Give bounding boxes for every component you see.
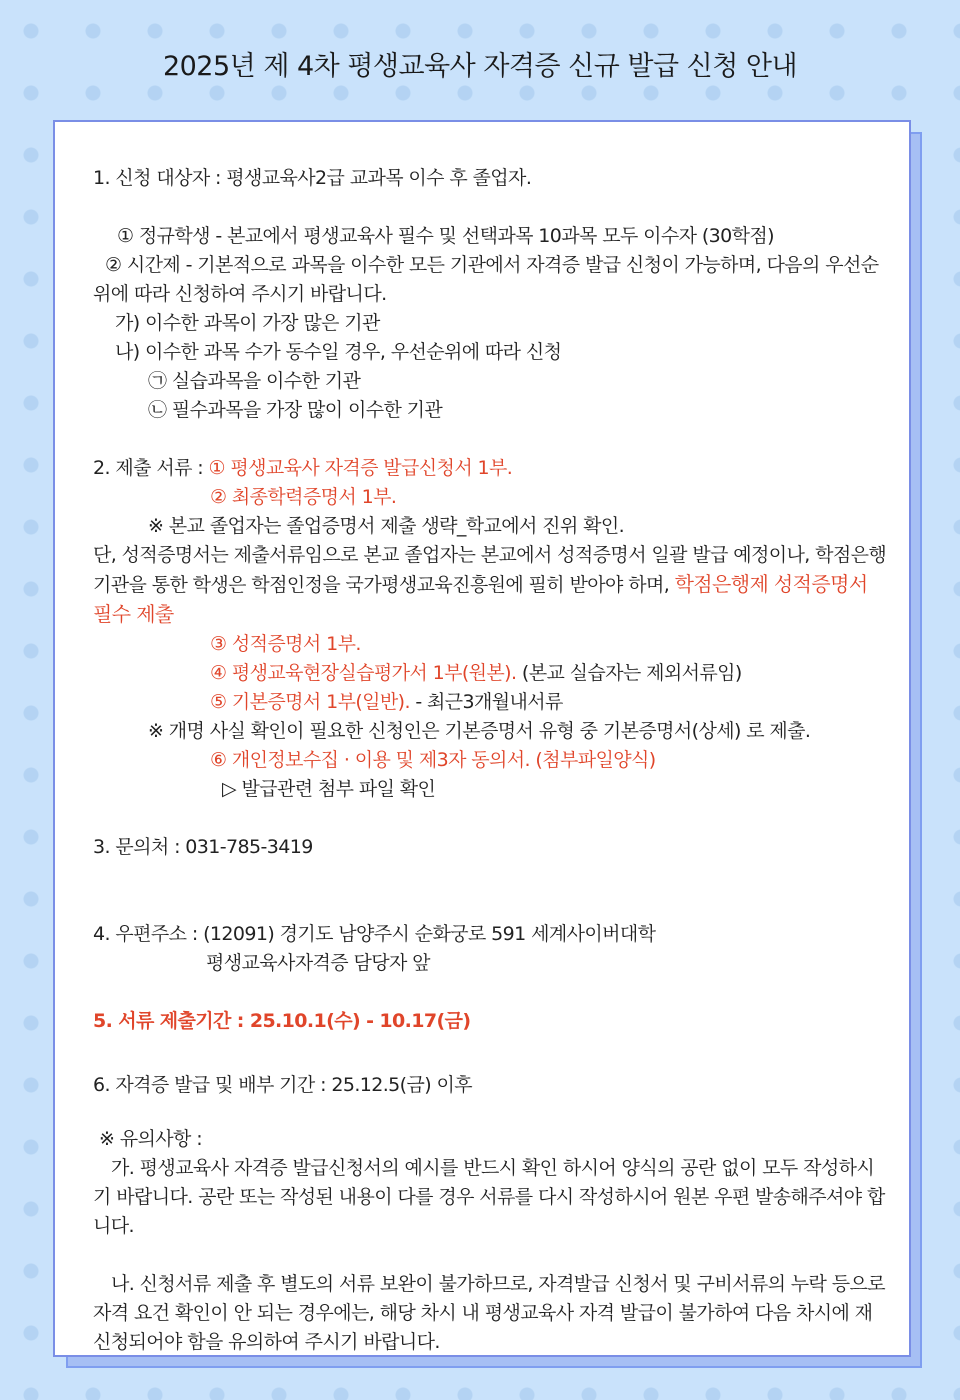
notes-heading: ※ 유의사항 : bbox=[99, 1128, 203, 1150]
section-1-priority-ga: 가) 이수한 과목이 가장 많은 기관 bbox=[115, 312, 380, 334]
section-2-doc-4: ④ 평생교육현장실습평가서 1부(원본). bbox=[210, 662, 517, 684]
section-2-transcript-required: 학점은행제 성적증명서 필수 제출 bbox=[93, 572, 868, 626]
section-2-doc-5-note: - 최근3개월내서류 bbox=[409, 691, 563, 713]
section-2-transcript-text: 단, 성적증명서는 제출서류임으로 본교 졸업자는 본교에서 성적증명서 일괄 발급 예정이나, 학점은행기관을 통한 학생은 학점인정을 국가평생교육진흥원에 필히 받아야 하며, bbox=[93, 544, 887, 596]
section-3-contact: 3. 문의처 : 031-785-3419 bbox=[93, 836, 313, 858]
section-2-note-rename: ※ 개명 사실 확인이 필요한 신청인은 기본증명서 유형 중 기본증명서(상세) 로 제출. bbox=[148, 720, 811, 742]
section-1-priority-na-2: ㉡ 필수과목을 가장 많이 이수한 기관 bbox=[148, 399, 443, 421]
section-2-doc-4-line bbox=[93, 659, 888, 688]
notes-item-ga: 가. 평생교육사 자격증 발급신청서의 예시를 반드시 확인 하시어 양식의 공란 없이 모두 작성하시기 바랍니다. 공란 또는 작성된 내용이 다를 경우 서류를 다시 작성하시어 원본 우편 발송해주셔야 합니다. bbox=[93, 1157, 885, 1237]
section-2-doc-5: ⑤ 기본증명서 1부(일반). bbox=[210, 691, 410, 713]
section-5-period: 5. 서류 제출기간 : 25.10.1(수) - 10.17(금) bbox=[93, 1010, 471, 1032]
section-2-transcript-paragraph bbox=[93, 541, 888, 630]
section-1-item-regular: ① 정규학생 - 본교에서 평생교육사 필수 및 선택과목 10과목 모두 이수자 (30학점) bbox=[117, 225, 774, 247]
section-2-doc-4-note: (본교 실습자는 제외서류임) bbox=[516, 662, 742, 684]
section-6-issue-period: 6. 자격증 발급 및 배부 기간 : 25.12.5(금) 이후 bbox=[93, 1074, 472, 1096]
notice-card bbox=[53, 120, 911, 1357]
section-2-heading: 2. 제출 서류 : bbox=[93, 457, 209, 479]
section-2-note-graduates: ※ 본교 졸업자는 졸업증명서 제출 생략_학교에서 진위 확인. bbox=[148, 515, 625, 537]
section-1-priority-na-1: ㉠ 실습과목을 이수한 기관 bbox=[148, 370, 361, 392]
section-2-doc-6: ⑥ 개인정보수집 · 이용 및 제3자 동의서. (첨부파일양식) bbox=[210, 749, 656, 771]
notes-item-na: 나. 신청서류 제출 후 별도의 서류 보완이 불가하므로, 자격발급 신청서 및 구비서류의 누락 등으로 자격 요건 확인이 안 되는 경우에는, 해당 차시 내 평생교육사 자격 발급이 불가하여 다음 차시에 재신청되어야 함을 유의하여 주시기 바랍니다. bbox=[93, 1273, 886, 1353]
section-2-doc-1-line bbox=[93, 454, 888, 483]
section-1-item-parttime: ② 시간제 - 기본적으로 과목을 이수한 모든 기관에서 자격증 발급 신청이 가능하며, 다음의 우선순위에 따라 신청하여 주시기 바랍니다. bbox=[93, 254, 879, 305]
section-2-doc-1: ① 평생교육사 자격증 발급신청서 1부. bbox=[208, 457, 513, 479]
section-1-priority-na: 나) 이수한 과목 수가 동수일 경우, 우선순위에 따라 신청 bbox=[115, 341, 562, 363]
section-2-doc-3: ③ 성적증명서 1부. bbox=[210, 633, 361, 655]
section-2-attachment-link[interactable]: ▷ 발급관련 첨부 파일 확인 bbox=[222, 778, 436, 800]
section-1-heading: 1. 신청 대상자 : 평생교육사2급 교과목 이수 후 졸업자. bbox=[93, 167, 532, 189]
section-2-doc-5-line bbox=[93, 688, 888, 717]
section-4-address: 4. 우편주소 : (12091) 경기도 남양주시 순화궁로 591 세계사이버대학 bbox=[93, 923, 656, 945]
page-title: 2025년 제 4차 평생교육사 자격증 신규 발급 신청 안내 bbox=[162, 51, 798, 82]
section-4-recipient: 평생교육사자격증 담당자 앞 bbox=[206, 952, 430, 974]
section-2-doc-2: ② 최종학력증명서 1부. bbox=[210, 486, 397, 508]
notice-content bbox=[93, 164, 888, 1357]
